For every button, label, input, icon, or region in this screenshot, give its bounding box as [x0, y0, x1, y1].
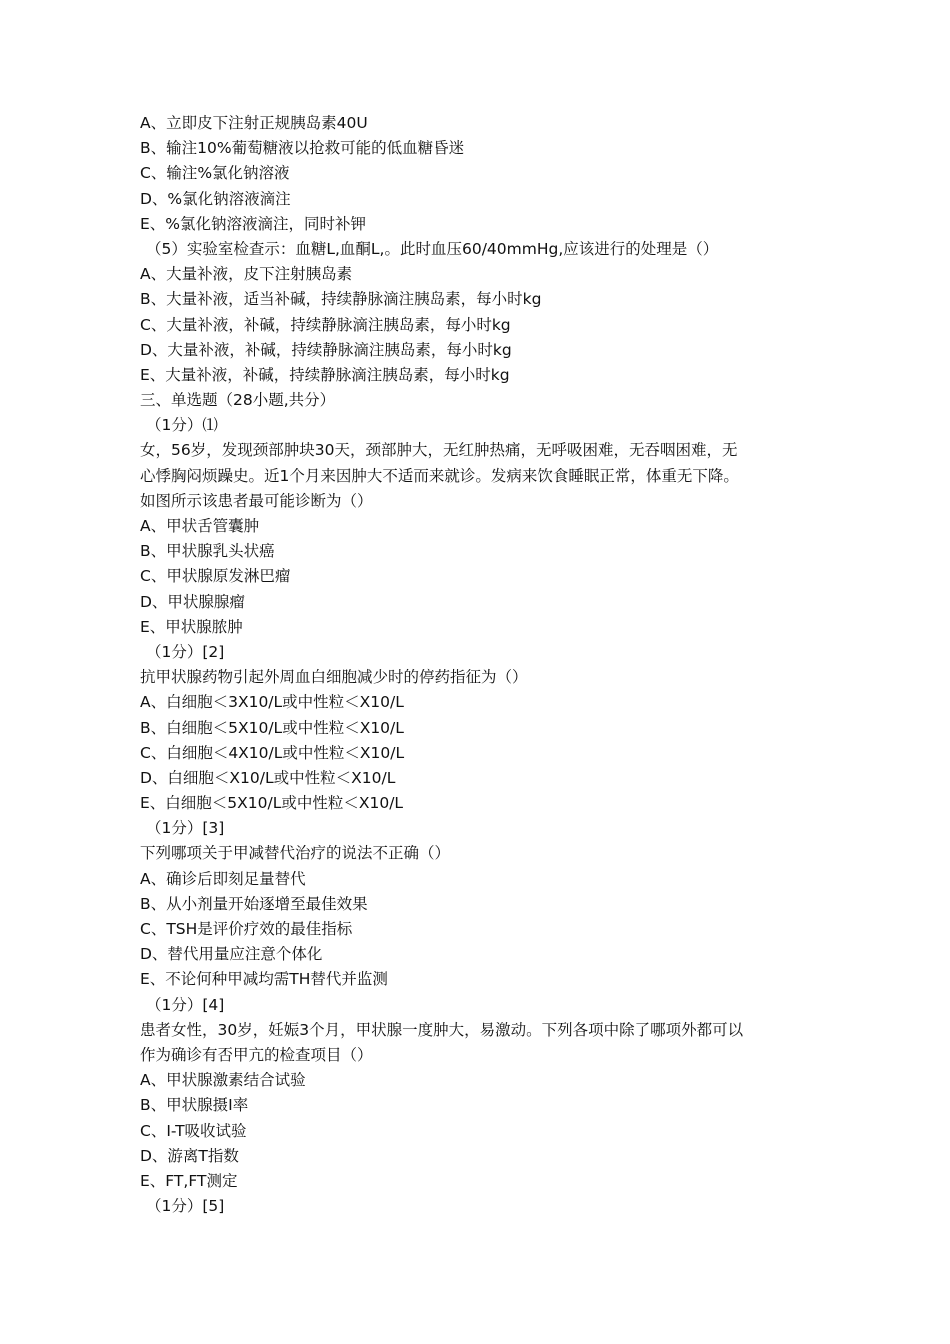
option-d: D、%氯化钠溶液滴注: [140, 189, 291, 208]
question-stem: （5）实验室检查示：血糖L,血酮L,。此时血压60/40mmHg,应该进行的处理是（）: [146, 239, 719, 258]
previous-question-options: [140, 111, 820, 237]
question-score: （1分）[4]: [146, 995, 225, 1014]
option-c: C、TSH是评价疗效的最佳指标: [140, 920, 353, 938]
option-b: B、甲状腺乳头状癌: [140, 542, 275, 561]
option-e: E、不论何种甲减均需TH替代并监测: [140, 970, 388, 989]
option-d: D、甲状腺腺瘤: [140, 592, 245, 611]
question-score: （1分）[3]: [146, 819, 225, 838]
question-block: [140, 816, 820, 992]
option-a: A、白细胞＜3X10/L或中性粒＜X10/L: [140, 693, 404, 712]
option-a: A、确诊后即刻足量替代: [140, 869, 306, 888]
question-score: （1分）[5]: [146, 1197, 225, 1216]
option-a: A、甲状舌管囊肿: [140, 517, 260, 535]
question-5-block: [140, 237, 820, 388]
option-b: B、从小剂量开始逐增至最佳效果: [140, 894, 368, 913]
option-d: D、白细胞＜X10/L或中性粒＜X10/L: [140, 768, 396, 787]
option-d: D、替代用量应注意个体化: [140, 945, 323, 964]
question-stem-line: 心悸胸闷烦躁史。近1个月来因肿大不适而来就诊。发病来饮食睡眠正常，体重无下降。: [140, 466, 739, 485]
question-stem-line: 如图所示该患者最可能诊断为（）: [140, 491, 373, 510]
option-c: C、输注%氯化钠溶液: [140, 164, 290, 183]
option-d: D、游离T指数: [140, 1146, 239, 1165]
question-stem-line: 作为确诊有否甲亢的检查项目（）: [140, 1045, 373, 1064]
option-c: C、I-T吸收试验: [140, 1121, 247, 1140]
question-block: [140, 1194, 820, 1219]
option-e: E、FT,FT测定: [140, 1171, 238, 1190]
option-e: E、甲状腺脓肿: [140, 617, 243, 636]
option-c: C、白细胞＜4X10/L或中性粒＜X10/L: [140, 743, 405, 762]
option-a: A、大量补液，皮下注射胰岛素: [140, 265, 353, 284]
question-stem-line: 患者女性，30岁，妊娠3个月，甲状腺一度肿大，易激动。下列各项中除了哪项外都可以: [140, 1020, 744, 1039]
option-b: B、大量补液，适当补碱，持续静脉滴注胰岛素，每小时kg: [140, 290, 542, 309]
question-block: [140, 413, 820, 640]
option-c: C、大量补液，补碱，持续静脉滴注胰岛素，每小时kg: [140, 315, 511, 334]
option-a: A、甲状腺激素结合试验: [140, 1071, 306, 1090]
document-content: [140, 111, 820, 1219]
option-b: B、甲状腺摄I率: [140, 1096, 249, 1115]
option-e: E、大量补液，补碱，持续静脉滴注胰岛素，每小时kg: [140, 365, 510, 384]
option-c: C、甲状腺原发淋巴瘤: [140, 567, 291, 586]
option-a: A、立即皮下注射正规胰岛素40U: [140, 114, 368, 132]
question-score: （1分）[2]: [146, 642, 225, 661]
question-stem-line: 抗甲状腺药物引起外周血白细胞减少时的停药指征为（）: [140, 668, 528, 687]
option-e: E、白细胞＜5X10/L或中性粒＜X10/L: [140, 794, 404, 813]
question-block: [140, 993, 820, 1195]
option-b: B、白细胞＜5X10/L或中性粒＜X10/L: [140, 718, 404, 737]
question-stem-line: 女，56岁，发现颈部肿块30天，颈部肿大，无红肿热痛，无呼吸困难，无吞咽困难，无: [140, 441, 738, 460]
option-e: E、%氯化钠溶液滴注，同时补钾: [140, 214, 367, 233]
option-d: D、大量补液，补碱，持续静脉滴注胰岛素，每小时kg: [140, 340, 512, 359]
question-score: （1分）⑴: [146, 416, 218, 435]
section-title: 三、单选题（28小题,共分）: [140, 391, 336, 410]
option-b: B、输注10%葡萄糖液以抢救可能的低血糖昏迷: [140, 139, 465, 158]
question-stem-line: 下列哪项关于甲减替代治疗的说法不正确（）: [140, 844, 451, 863]
question-block: [140, 640, 820, 816]
